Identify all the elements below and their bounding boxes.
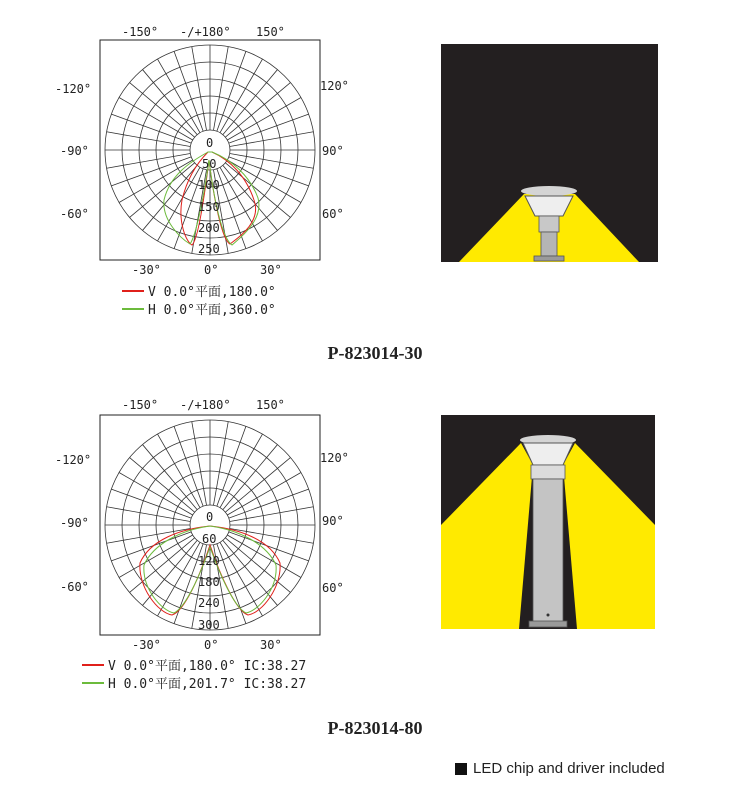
grid-spoke xyxy=(143,70,198,135)
legend-label: H 0.0°平面,360.0° xyxy=(148,303,276,318)
radial-value-label: 150 xyxy=(198,200,220,214)
left-angle-label: -60° xyxy=(60,207,89,221)
model-number: P-823014-30 xyxy=(327,343,423,363)
radial-value-label: 0 xyxy=(206,510,214,524)
legend-swatch xyxy=(82,682,104,684)
bottom-angle-label: 30° xyxy=(260,263,282,277)
grid-spoke xyxy=(217,426,246,506)
grid-spoke xyxy=(174,51,203,131)
grid-spoke xyxy=(107,153,191,168)
legend-item-v xyxy=(82,655,306,674)
grid-spoke xyxy=(223,70,278,135)
grid-spoke xyxy=(230,132,314,147)
grid-spoke xyxy=(130,458,195,513)
bottom-angle-label: 0° xyxy=(204,638,219,652)
bottom-angle-label: 30° xyxy=(260,638,282,652)
grid-spoke xyxy=(111,532,191,561)
left-angle-label: -60° xyxy=(60,580,89,594)
footer-text: LED chip and driver included xyxy=(473,760,665,777)
model-number: P-823014-80 xyxy=(327,718,423,738)
grid-spoke xyxy=(107,507,191,522)
grid-spoke xyxy=(230,507,314,522)
grid-spoke xyxy=(111,157,191,186)
radial-value-label: 250 xyxy=(198,242,220,256)
legend-swatch xyxy=(122,290,144,292)
radial-value-label: 300 xyxy=(198,618,220,632)
photometric-panel-1 xyxy=(0,0,750,370)
radial-value-label: 180 xyxy=(198,575,220,589)
grid-spoke xyxy=(229,489,309,518)
bottom-angle-label: -30° xyxy=(132,263,161,277)
right-angle-label: 60° xyxy=(322,207,344,221)
footer-note xyxy=(455,760,665,777)
bollard-light-illustration xyxy=(441,44,658,262)
grid-spoke xyxy=(143,165,198,230)
grid-spoke xyxy=(225,83,290,138)
grid-spoke xyxy=(192,47,207,131)
left-angle-label: -90° xyxy=(60,516,89,530)
grid-spoke xyxy=(174,426,203,506)
radial-value-label: 100 xyxy=(198,178,220,192)
grid-spoke xyxy=(192,422,207,506)
grid-spoke xyxy=(217,544,246,624)
bottom-angle-label: -30° xyxy=(132,638,161,652)
top-angle-label: -150° xyxy=(122,25,159,39)
legend-swatch xyxy=(122,308,144,310)
grid-spoke xyxy=(230,528,314,543)
right-angle-label: 120° xyxy=(320,451,349,465)
grid-spoke xyxy=(217,51,246,131)
right-angle-label: 90° xyxy=(322,514,344,528)
legend-swatch xyxy=(82,664,104,666)
grid-spoke xyxy=(107,132,191,147)
grid-spoke xyxy=(223,165,278,230)
radial-value-label: 0 xyxy=(206,136,214,150)
right-angle-label: 90° xyxy=(322,144,344,158)
legend-item-h xyxy=(82,673,306,692)
product-illustration xyxy=(441,44,658,262)
grid-spoke xyxy=(111,489,191,518)
grid-spoke xyxy=(225,538,290,593)
grid-spoke xyxy=(230,153,314,168)
grid-spoke xyxy=(229,114,309,143)
top-angle-label: -/+180° xyxy=(180,25,231,39)
legend-label: V 0.0°平面,180.0° xyxy=(148,285,276,300)
left-angle-label: -120° xyxy=(55,82,92,96)
top-angle-label: -150° xyxy=(122,398,159,412)
legend-item-h xyxy=(122,299,276,318)
grid-spoke xyxy=(130,83,195,138)
radial-value-label: 120 xyxy=(198,554,220,568)
radial-value-label: 60 xyxy=(202,532,217,546)
grid-spoke xyxy=(225,458,290,513)
bottom-angle-label: 0° xyxy=(204,263,219,277)
grid-spoke xyxy=(107,528,191,543)
legend-label: H 0.0°平面,201.7° IC:38.27 xyxy=(108,677,307,692)
grid-spoke xyxy=(213,422,228,506)
grid-spoke xyxy=(143,445,198,510)
photometric-panel-2 xyxy=(0,375,750,745)
bullet-square-icon xyxy=(455,763,467,775)
right-angle-label: 120° xyxy=(320,79,349,93)
radial-value-label: 200 xyxy=(198,221,220,235)
grid-spoke xyxy=(111,114,191,143)
top-angle-label: 150° xyxy=(256,398,285,412)
radial-value-label: 50 xyxy=(202,157,217,171)
top-angle-label: -/+180° xyxy=(180,398,231,412)
grid-spoke xyxy=(229,532,309,561)
bollard-light-illustration xyxy=(441,415,655,629)
left-angle-label: -120° xyxy=(55,453,92,467)
grid-spoke xyxy=(130,538,195,593)
left-angle-label: -90° xyxy=(60,144,89,158)
grid-spoke xyxy=(213,47,228,131)
grid-spoke xyxy=(225,163,290,218)
top-angle-label: 150° xyxy=(256,25,285,39)
legend-label: V 0.0°平面,180.0° IC:38.27 xyxy=(108,659,307,674)
grid-spoke xyxy=(223,445,278,510)
legend-item-v xyxy=(122,281,276,300)
radial-value-label: 240 xyxy=(198,596,220,610)
right-angle-label: 60° xyxy=(322,581,344,595)
product-illustration xyxy=(441,415,655,629)
